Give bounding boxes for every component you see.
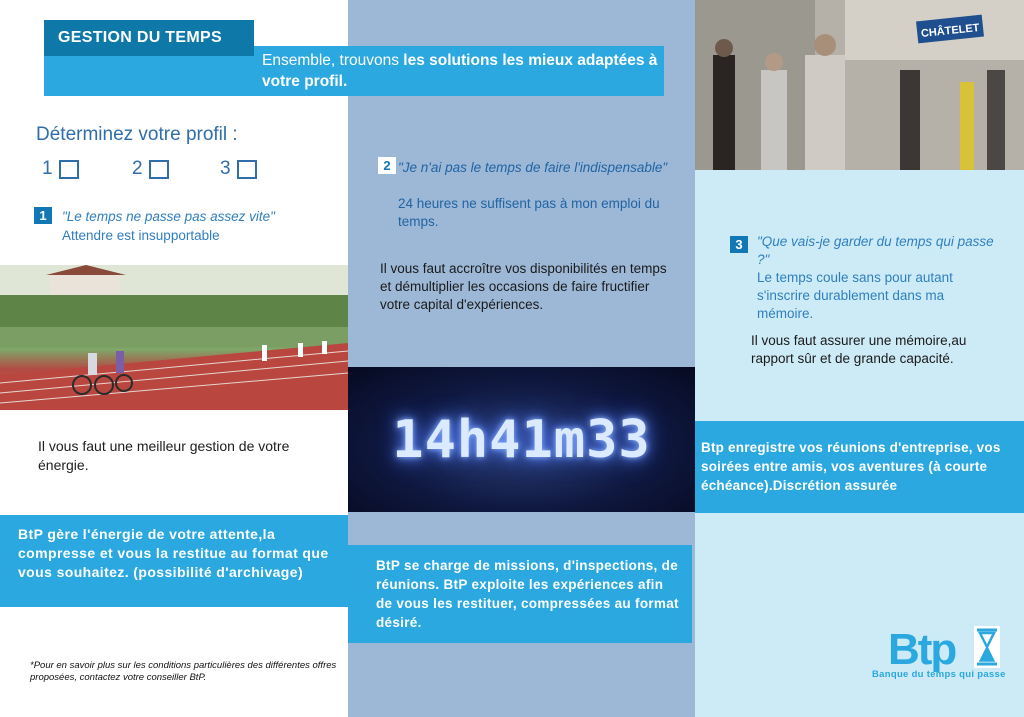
profile-checkbox-2[interactable] <box>149 160 169 179</box>
profile-3-number-badge: 3 <box>730 236 748 253</box>
station-sign: CHÂTELET <box>920 21 981 41</box>
profile-1-description: Attendre est insupportable <box>62 228 220 243</box>
profile-heading: Déterminez votre profil : <box>36 124 238 145</box>
digital-clock-panel <box>348 367 695 512</box>
logo-text: Btp <box>888 625 956 672</box>
header-subtitle-plain: Ensemble, trouvons <box>262 52 404 69</box>
profile-1-advice: Il vous faut une meilleur gestion de votre énergie. <box>38 438 290 473</box>
profile-2-quote: "Je n'ai pas le temps de faire l'indispensable" <box>398 160 668 175</box>
metro-station-illustration <box>695 0 1024 170</box>
running-track-photo <box>0 265 348 410</box>
btp-logo <box>888 624 1008 672</box>
profile-3-advice: Il vous faut assurer une mémoire,au rapport sûr et de grande capacité. <box>751 333 967 366</box>
brand-tagline: Banque du temps qui passe <box>872 669 1006 680</box>
profile-2-offer-box: BtP se charge de missions, d'inspections, de réunions. BtP exploite les expériences afin de vous les restituer, compressées au format désiré. <box>348 545 692 643</box>
profile-3-offer-box: Btp enregistre vos réunions d'entreprise, vos soirées entre amis, vos aventures (à courte échéance).Discrétion assurée <box>695 421 1024 513</box>
profile-2-description: 24 heures ne suffisent pas à mon emploi du temps. <box>398 196 660 229</box>
profile-option-3-label: 3 <box>220 158 231 179</box>
profile-1-number-badge: 1 <box>34 207 52 224</box>
profile-option-2[interactable] <box>132 158 169 180</box>
profile-option-2-label: 2 <box>132 158 143 179</box>
header-subtitle <box>262 50 662 92</box>
footnote: *Pour en savoir plus sur les conditions particulières des différentes offres proposées, contactez votre conseiller BtP. <box>30 660 337 683</box>
profile-1-offer-box: BtP gère l'énergie de votre attente,la compresse et vous la restitue au format que vous souhaitez. (possibilité d'archivage) <box>0 515 348 607</box>
profile-3-quote: "Que vais-je garder du temps qui passe ?" <box>757 234 994 267</box>
profile-2-number-badge: 2 <box>378 157 396 174</box>
profile-option-1-label: 1 <box>42 158 53 179</box>
profile-3-description: Le temps coule sans pour autant s'inscrire durablement dans ma mémoire. <box>757 270 953 321</box>
metro-station-photo <box>695 0 1024 170</box>
header-subtitle-bold: les solutions les mieux adaptées à votre profil. <box>262 52 658 90</box>
profile-option-1[interactable] <box>42 158 79 180</box>
running-track-illustration <box>0 265 348 410</box>
profile-1-quote: "Le temps ne passe pas assez vite" <box>62 209 275 224</box>
profile-checkbox-1[interactable] <box>59 160 79 179</box>
header-title-box <box>44 20 254 56</box>
profile-checkbox-3[interactable] <box>237 160 257 179</box>
page-title: GESTION DU TEMPS <box>58 29 222 46</box>
clock-display: 14h41m33 <box>392 409 651 470</box>
profile-2-advice: Il vous faut accroître vos disponibilités en temps et démultiplier les occasions de faire fructifier votre capital d'expériences. <box>380 261 667 312</box>
btp-logo-mark <box>888 624 1008 672</box>
profile-option-3[interactable] <box>220 158 257 180</box>
